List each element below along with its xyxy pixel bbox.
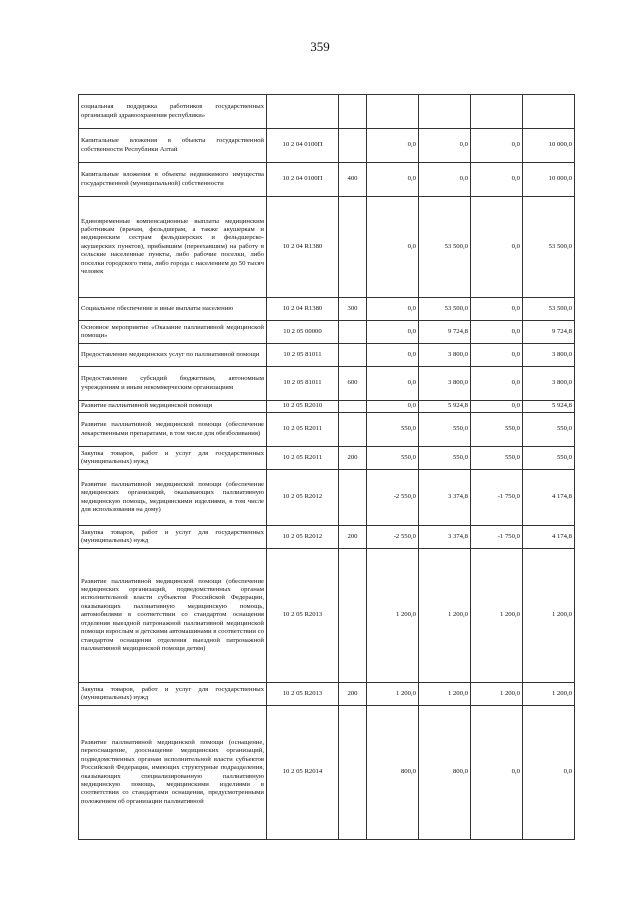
row-expense-type: 300 xyxy=(339,298,367,321)
row-value-2: 550,0 xyxy=(419,447,471,470)
row-value-4 xyxy=(523,95,575,129)
row-expense-type xyxy=(339,470,367,526)
row-code: 10 2 05 R2012 xyxy=(267,470,339,526)
row-expense-type: 600 xyxy=(339,367,367,401)
row-expense-type: 200 xyxy=(339,683,367,706)
row-code: 10 2 04 R1380 xyxy=(267,197,339,298)
row-value-2: 9 724,8 xyxy=(419,321,471,344)
row-value-2: 5 924,8 xyxy=(419,401,471,413)
row-name: Закупка товаров, работ и услуг для государственных (муниципальных) нужд xyxy=(79,447,267,470)
row-code: 10 2 04 0100П xyxy=(267,163,339,197)
row-value-4: 53 500,0 xyxy=(523,298,575,321)
row-expense-type xyxy=(339,706,367,840)
row-value-2: 53 500,0 xyxy=(419,298,471,321)
row-value-4: 10 000,0 xyxy=(523,163,575,197)
row-value-4: 4 174,8 xyxy=(523,470,575,526)
row-value-4: 53 500,0 xyxy=(523,197,575,298)
row-value-1: -2 550,0 xyxy=(367,526,419,549)
table-row xyxy=(79,367,575,401)
table-row xyxy=(79,95,575,129)
row-name: Единовременные компенсационные выплаты медицинским работникам (врачам, фельдшерам, а также акушеркам и медицинским сестрам фельдшерских и фельдшерско-акушерских пунктов), прибывшим (переехавшим) на работу в сельские населенные пункты, либо рабочие поселки, либо поселки городского типа, либо города с населением до 50 тысяч человек xyxy=(79,197,267,298)
table-row xyxy=(79,470,575,526)
row-value-4: 4 174,8 xyxy=(523,526,575,549)
row-code: 10 2 05 R2010 xyxy=(267,401,339,413)
row-value-2: 3 800,0 xyxy=(419,344,471,367)
row-value-3: 1 200,0 xyxy=(471,683,523,706)
row-value-3: 0,0 xyxy=(471,163,523,197)
row-name: Предоставление медицинских услуг по паллиативной помощи xyxy=(79,344,267,367)
row-name: Развитие паллиативной медицинской помощи xyxy=(79,401,267,413)
row-name: Предоставление субсидий бюджетным, автономным учреждениям и иным некоммерческим организациям xyxy=(79,367,267,401)
row-value-2: 800,0 xyxy=(419,706,471,840)
row-name: Развитие паллиативной медицинской помощи (оснащение, переоснащение, дооснащение медицинских организаций, подведомственных органам исполнительной власти субъектов Российской Федерации, имеющих структурные подразделения, оказывающих специализированную паллиативную медицинскую помощь, медицинскими изделиями в соответствии со стандартами оснащения, предусмотренными положением об организации паллиативной xyxy=(79,706,267,840)
row-value-1: 0,0 xyxy=(367,344,419,367)
row-value-2: 550,0 xyxy=(419,413,471,447)
row-value-1: 800,0 xyxy=(367,706,419,840)
row-value-3: 550,0 xyxy=(471,413,523,447)
row-value-4: 1 200,0 xyxy=(523,683,575,706)
row-value-1: 0,0 xyxy=(367,401,419,413)
row-expense-type: 400 xyxy=(339,163,367,197)
page-number: 359 xyxy=(310,39,330,54)
row-expense-type xyxy=(339,344,367,367)
row-value-1: 0,0 xyxy=(367,129,419,163)
row-value-1: 550,0 xyxy=(367,413,419,447)
table-row xyxy=(79,683,575,706)
row-value-1: 550,0 xyxy=(367,447,419,470)
row-expense-type xyxy=(339,197,367,298)
row-value-4: 9 724,8 xyxy=(523,321,575,344)
row-value-4: 550,0 xyxy=(523,447,575,470)
row-value-3: 550,0 xyxy=(471,447,523,470)
table-row xyxy=(79,321,575,344)
row-value-3: -1 750,0 xyxy=(471,526,523,549)
row-value-3: 0,0 xyxy=(471,197,523,298)
row-value-2 xyxy=(419,95,471,129)
table-row xyxy=(79,526,575,549)
row-name: Основное мероприятие «Оказание паллиативной медицинской помощи» xyxy=(79,321,267,344)
row-expense-type xyxy=(339,413,367,447)
row-value-3: 1 200,0 xyxy=(471,549,523,683)
row-value-2: 3 800,0 xyxy=(419,367,471,401)
table-row xyxy=(79,447,575,470)
row-value-2: 1 200,0 xyxy=(419,683,471,706)
row-expense-type xyxy=(339,321,367,344)
row-name: социальная поддержка работников государственных организаций здравоохранения республики» xyxy=(79,95,267,129)
row-name: Развитие паллиативной медицинской помощи (обеспечение медицинских организаций, оказывающих паллиативную медицинскую помощь, медицинскими изделиями, в том числе для использования на дому) xyxy=(79,470,267,526)
row-value-3 xyxy=(471,95,523,129)
row-value-2: 3 374,8 xyxy=(419,470,471,526)
row-value-3: -1 750,0 xyxy=(471,470,523,526)
row-code xyxy=(267,95,339,129)
row-value-4: 10 000,0 xyxy=(523,129,575,163)
table-row xyxy=(79,298,575,321)
table-row xyxy=(79,706,575,840)
row-expense-type xyxy=(339,401,367,413)
row-value-2: 3 374,8 xyxy=(419,526,471,549)
table-row xyxy=(79,549,575,683)
row-value-1: 1 200,0 xyxy=(367,549,419,683)
row-value-1: -2 550,0 xyxy=(367,470,419,526)
row-name: Закупка товаров, работ и услуг для государственных (муниципальных) нужд xyxy=(79,683,267,706)
row-value-4: 3 800,0 xyxy=(523,344,575,367)
row-value-1: 0,0 xyxy=(367,367,419,401)
row-value-3: 0,0 xyxy=(471,298,523,321)
row-value-1: 0,0 xyxy=(367,197,419,298)
row-value-3: 0,0 xyxy=(471,321,523,344)
row-code: 10 2 04 R1380 xyxy=(267,298,339,321)
row-value-2: 53 500,0 xyxy=(419,197,471,298)
row-name: Капитальные вложения в объекты государственной собственности Республики Алтай xyxy=(79,129,267,163)
row-value-2: 1 200,0 xyxy=(419,549,471,683)
row-code: 10 2 05 R2013 xyxy=(267,549,339,683)
row-value-1: 0,0 xyxy=(367,298,419,321)
row-name: Развитие паллиативной медицинской помощи (обеспечение медицинских организаций, подведомственных органам исполнительной власти субъектов Российской Федерации, оказывающих паллиативную медицинскую помощь, автомобилями в соответствии со стандартом оснащения отделения выездной патронажной паллиативной медицинской помощи взрослым и детскими автомашинами в соответствии со стандартом оснащения отделения выездной патронажной паллиативной медицинской помощи детям) xyxy=(79,549,267,683)
table-row xyxy=(79,129,575,163)
row-value-1: 0,0 xyxy=(367,321,419,344)
row-name: Закупка товаров, работ и услуг для государственных (муниципальных) нужд xyxy=(79,526,267,549)
row-value-3: 0,0 xyxy=(471,706,523,840)
row-code: 10 2 05 81011 xyxy=(267,344,339,367)
row-value-4: 1 200,0 xyxy=(523,549,575,683)
row-value-4: 550,0 xyxy=(523,413,575,447)
row-expense-type: 200 xyxy=(339,526,367,549)
row-value-1: 1 200,0 xyxy=(367,683,419,706)
row-value-3: 0,0 xyxy=(471,344,523,367)
row-name: Капитальные вложения в объекты недвижимого имущества государственной (муниципальной) собственности xyxy=(79,163,267,197)
row-name: Социальное обеспечение и иные выплаты населению xyxy=(79,298,267,321)
table-row xyxy=(79,197,575,298)
row-code: 10 2 04 0100П xyxy=(267,129,339,163)
row-expense-type xyxy=(339,95,367,129)
table-row xyxy=(79,163,575,197)
table-row xyxy=(79,344,575,367)
row-expense-type xyxy=(339,549,367,683)
row-expense-type: 200 xyxy=(339,447,367,470)
row-value-3: 0,0 xyxy=(471,129,523,163)
row-value-2: 0,0 xyxy=(419,163,471,197)
table-row xyxy=(79,413,575,447)
row-code: 10 2 05 R2011 xyxy=(267,447,339,470)
row-value-3: 0,0 xyxy=(471,367,523,401)
row-expense-type xyxy=(339,129,367,163)
row-code: 10 2 05 R2014 xyxy=(267,706,339,840)
table-row xyxy=(79,401,575,413)
row-value-4: 5 924,8 xyxy=(523,401,575,413)
row-value-2: 0,0 xyxy=(419,129,471,163)
budget-table xyxy=(78,94,575,840)
row-value-1: 0,0 xyxy=(367,163,419,197)
row-value-1 xyxy=(367,95,419,129)
row-value-3: 0,0 xyxy=(471,401,523,413)
row-code: 10 2 05 R2013 xyxy=(267,683,339,706)
row-code: 10 2 05 R2012 xyxy=(267,526,339,549)
row-code: 10 2 05 81011 xyxy=(267,367,339,401)
row-code: 10 2 05 R2011 xyxy=(267,413,339,447)
row-code: 10 2 05 00000 xyxy=(267,321,339,344)
row-value-4: 0,0 xyxy=(523,706,575,840)
row-value-4: 3 800,0 xyxy=(523,367,575,401)
row-name: Развитие паллиативной медицинской помощи (обеспечение лекарственными препаратами, в том числе для обезболивания) xyxy=(79,413,267,447)
